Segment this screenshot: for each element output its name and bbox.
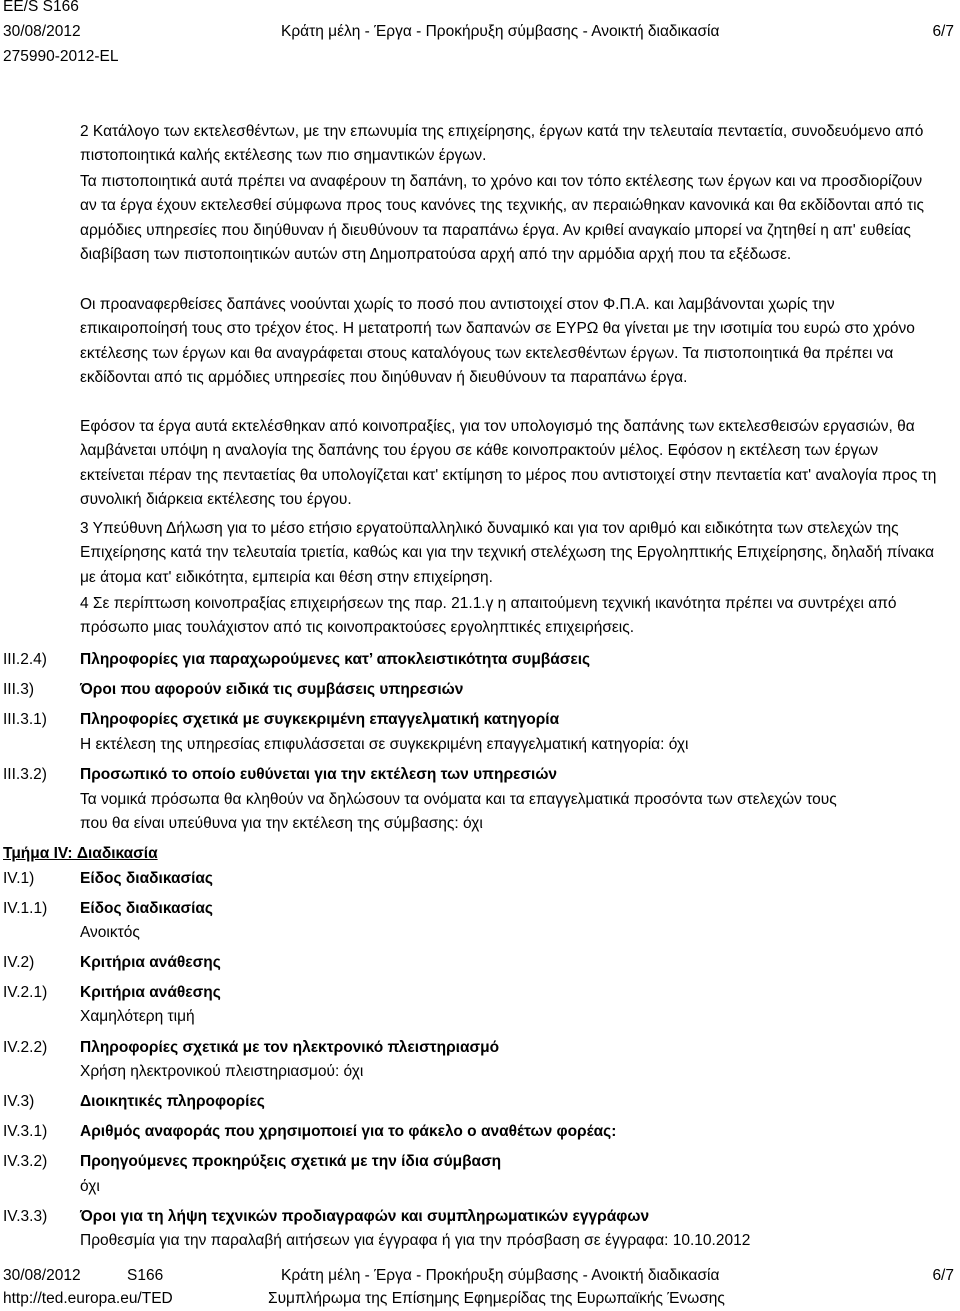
heading-iv-2: Κριτήρια ανάθεσης [80, 954, 221, 971]
heading-iv-3-1: Αριθμός αναφοράς που χρησιμοποιεί για το φάκελο ο αναθέτων φορέας: [80, 1123, 617, 1140]
header-notice-number: 275990-2012-EL [3, 48, 119, 65]
text-iii-3-2-line1: Τα νομικά πρόσωπα θα κληθούν να δηλώσουν τα ονόματα και τα επαγγελματικά προσόντα των στελεχών τους [80, 791, 837, 808]
code-iv-1: IV.1) [3, 870, 35, 887]
heading-iv-1: Είδος διαδικασίας [80, 870, 213, 887]
header-date: 30/08/2012 [3, 23, 81, 40]
heading-iv-2-2: Πληροφορίες σχετικά με τον ηλεκτρονικό πλειστηριασμό [80, 1039, 500, 1056]
footer-date: 30/08/2012 [3, 1267, 81, 1284]
paragraph-expenses: Οι προαναφερθείσες δαπάνες νοούνται χωρίς το ποσό που αντιστοιχεί στον Φ.Π.Α. και λαμβάνονται χωρίς την επικαιροποίησή τους στο τρέχον έτος. Η μετατροπή των δαπανών σε ΕΥΡΩ θα γίνεται με την ισοτιμία του ευρώ στο χρόνο εκτέλεσης των έργων και θα αναγράφεται στους καταλόγους των εκτελεσθέντων έργων. Τα πιστοποιητικά θα πρέπει να εκδίδονται από τις αρμόδιες υπηρεσίες που διηύθυναν ή διευθύνουν τα παραπάνω έργα. [80, 296, 915, 386]
footer-series: S166 [127, 1267, 164, 1284]
code-iv-3: IV.3) [3, 1093, 35, 1110]
header-doc-code: EE/S S166 [3, 0, 79, 15]
paragraph-item-3: 3 Υπεύθυνη Δήλωση για το μέσο ετήσιο εργατοϋπαλληλικό δυναμικό και για τον αριθμό και ειδικότητα των στελεχών της Επιχείρησης κατά την τελευταία τριετία, καθώς και για την τεχνική στελέχωση της Εργοληπτικής Επιχείρησης, δηλαδή πίνακα με άτομα κατ' ειδικότητα, εμπειρία και θέση στην επιχείρηση. [80, 520, 935, 586]
heading-iii-3-1: Πληροφορίες σχετικά με συγκεκριμένη επαγγελματική κατηγορία [80, 711, 560, 728]
text-iv-1-1: Ανοικτός [80, 924, 140, 941]
text-iv-2-2: Χρήση ηλεκτρονικού πλειστηριασμού: όχι [80, 1063, 364, 1080]
heading-iv-1-1: Είδος διαδικασίας [80, 900, 213, 917]
footer-page-number: 6/7 [932, 1267, 954, 1284]
text-iv-3-3: Προθεσμία για την παραλαβή αιτήσεων για έγγραφα ή για την πρόσβαση σε έγγραφα: 10.10.2012 [80, 1232, 751, 1249]
paragraph-joint-ventures: Εφόσον τα έργα αυτά εκτελέσθηκαν από κοινοπραξίες, για τον υπολογισμό της δαπάνης των εκτελεσθεισών εργασιών, θα λαμβάνεται υπόψη η αναλογία της δαπάνης του έργου σε κάθε κοινοπρακτούν μέλος. Εφόσον η εκτέλεση των έργων εκτείνεται πέραν της πενταετίας θα υπολογίζεται κατ' εκτίμηση το μέρος που αντιστοιχεί στην πενταετία κατ' αναλογία προς τη συνολική διάρκεια εκτέλεσης του έργου. [80, 418, 937, 508]
section-iv-heading: Τμήμα IV: Διαδικασία [3, 845, 158, 862]
heading-iv-3: Διοικητικές πληροφορίες [80, 1093, 265, 1110]
heading-iv-3-2: Προηγούμενες προκηρύξεις σχετικά με την ίδια σύμβαση [80, 1153, 502, 1170]
footer-subtitle: Συμπλήρωμα της Επίσημης Εφημερίδας της Ευρωπαϊκής Ένωσης [268, 1290, 725, 1307]
paragraph-item-2: 2 Κατάλογο των εκτελεσθέντων, με την επωνυμία της επιχείρησης, έργων κατά την τελευταία πενταετία, συνοδευόμενο από πιστοποιητικά καλής εκτέλεσης των πιο σημαντικών έργων. [80, 123, 924, 165]
heading-iii-3-2: Προσωπικό το οποίο ευθύνεται για την εκτέλεση των υπηρεσιών [80, 766, 558, 783]
text-iii-3-2-line2: που θα είναι υπεύθυνα για την εκτέλεση της σύμβασης: όχι [80, 815, 483, 832]
code-iv-3-2: IV.3.2) [3, 1153, 48, 1170]
header-page-number: 6/7 [932, 23, 954, 40]
text-iii-3-1: Η εκτέλεση της υπηρεσίας επιφυλάσσεται σε συγκεκριμένη επαγγελματική κατηγορία: όχι [80, 736, 689, 753]
code-iv-1-1: IV.1.1) [3, 900, 48, 917]
heading-iv-3-3: Όροι για τη λήψη τεχνικών προδιαγραφών και συμπληρωματικών εγγράφων [80, 1208, 650, 1225]
code-iv-3-1: IV.3.1) [3, 1123, 48, 1140]
code-iv-3-3: IV.3.3) [3, 1208, 48, 1225]
code-iii-3-2: III.3.2) [3, 766, 47, 783]
paragraph-certificates: Τα πιστοποιητικά αυτά πρέπει να αναφέρουν τη δαπάνη, το χρόνο και τον τόπο εκτέλεσης των έργων και να προσδιορίζουν αν τα έργα έχουν εκτελεσθεί σύμφωνα προς τους κανόνες της τεχνικής, αν περαιώθηκαν κανονικά και θα εκδίδονται από τις αρμόδιες υπηρεσίες που διηύθυναν ή διευθύνουν τα παραπάνω έργα. Αν κριθεί αναγκαίο μπορεί να ζητηθεί η απ' ευθείας διαβίβαση των πιστοποιητικών αυτών στη Δημοπρατούσα αρχή από την αρμόδια αρχή που τα εξέδωσε. [80, 173, 925, 263]
text-iv-3-2: όχι [80, 1178, 100, 1195]
heading-iii-2-4: Πληροφορίες για παραχωρούμενες κατ’ αποκλειστικότητα συμβάσεις [80, 651, 591, 668]
footer-url-link[interactable]: http://ted.europa.eu/TED [3, 1290, 173, 1307]
code-iv-2-1: IV.2.1) [3, 984, 48, 1001]
code-iii-2-4: III.2.4) [3, 651, 47, 668]
header-title: Κράτη μέλη - Έργα - Προκήρυξη σύμβασης - Ανοικτή διαδικασία [281, 23, 720, 40]
paragraph-item-4: 4 Σε περίπτωση κοινοπραξίας επιχειρήσεων της παρ. 21.1.γ η απαιτούμενη τεχνική ικανότητα πρέπει να συντρέχει από πρόσωπο μιας τουλάχιστον από τις κοινοπρακτούσες εργοληπτικές επιχειρήσεις. [80, 595, 897, 637]
heading-iv-2-1: Κριτήρια ανάθεσης [80, 984, 221, 1001]
text-iv-2-1: Χαμηλότερη τιμή [80, 1008, 195, 1025]
code-iv-2: IV.2) [3, 954, 35, 971]
code-iii-3: III.3) [3, 681, 35, 698]
heading-iii-3: Όροι που αφορούν ειδικά τις συμβάσεις υπηρεσιών [80, 681, 464, 698]
code-iii-3-1: III.3.1) [3, 711, 47, 728]
footer-title: Κράτη μέλη - Έργα - Προκήρυξη σύμβασης - Ανοικτή διαδικασία [281, 1267, 720, 1284]
code-iv-2-2: IV.2.2) [3, 1039, 48, 1056]
